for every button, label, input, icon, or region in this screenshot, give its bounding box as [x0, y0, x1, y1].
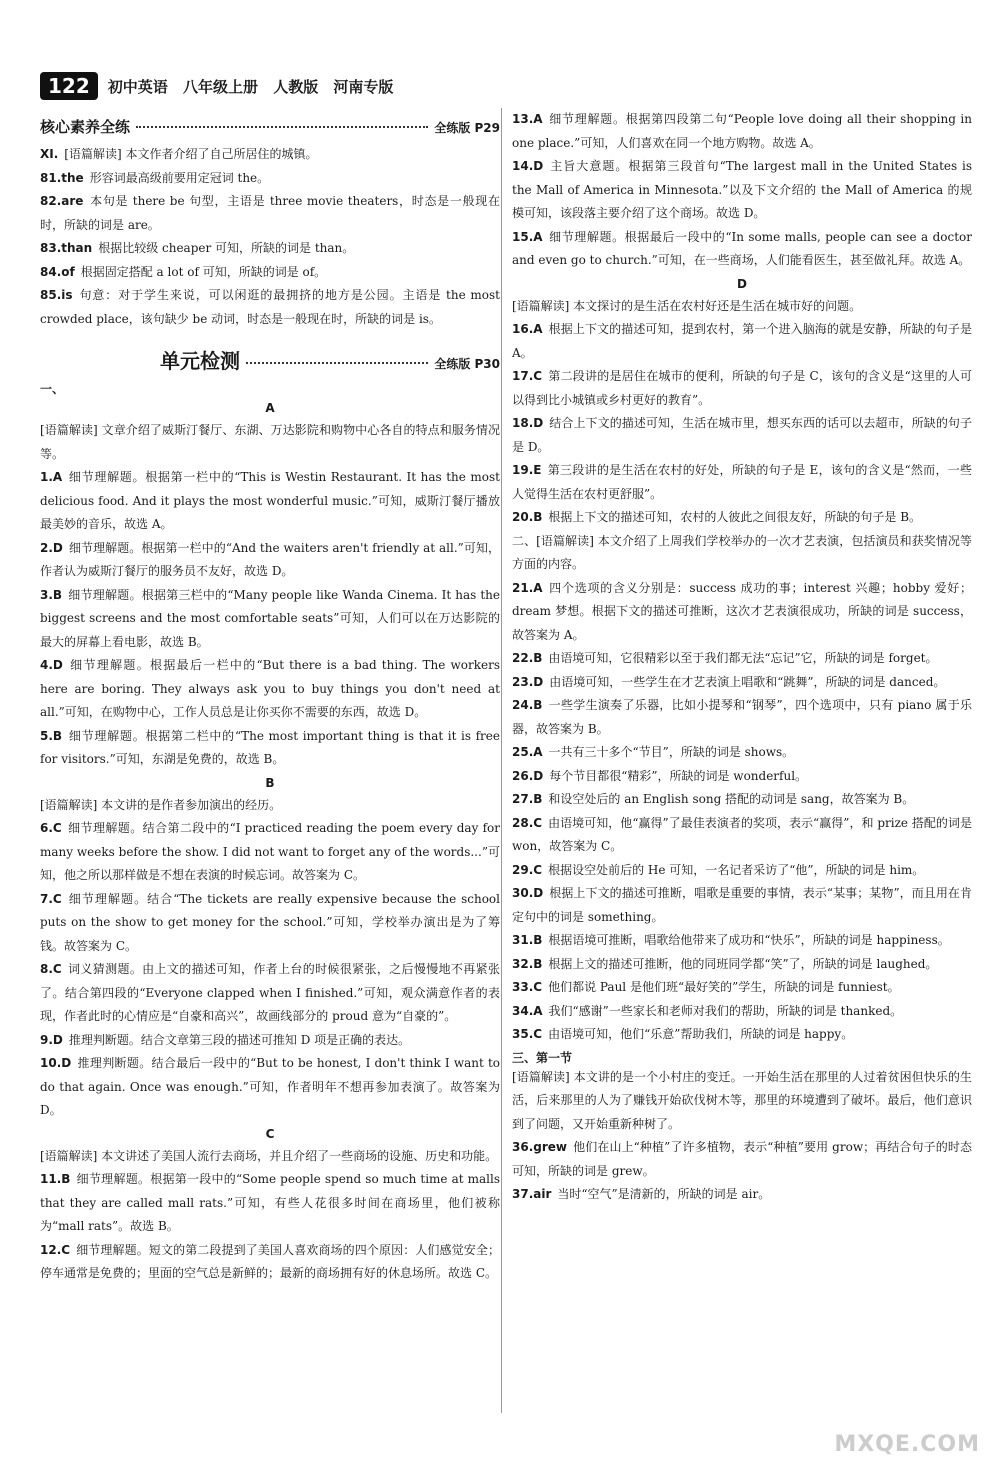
answer-item — [512, 318, 972, 365]
part3-heading: 三、第一节 — [512, 1050, 573, 1065]
answer-text: 词义猜测题。由上文的描述可知，作者上台的时候很紧张，之后慢慢地不再紧张了。结合第四段的“Everyone clapped when I finished.”可知，观众满意作者的表现，作者此时的心情应是“自豪和高兴”，故画线部分的 proud 意为“自豪的”。 — [40, 962, 500, 1023]
answer-text: 本句是 there be 句型，主语是 three movie theaters，时态是一般现在时，所缺的词是 are。 — [40, 194, 500, 232]
answer-item — [512, 365, 972, 412]
answer-text: 根据固定搭配 a lot of 可知，所缺的词是 of。 — [80, 264, 327, 279]
answer-number: 12.C — [40, 1242, 71, 1257]
answer-list-b — [40, 817, 500, 1123]
answer-item — [512, 694, 972, 741]
page-header — [40, 70, 393, 102]
answer-text: 细节理解题。根据第四段第二句“People love doing all their shopping in one place.”可知，人们喜欢在同一个地方购物。故选 A。 — [512, 112, 972, 150]
passage-intro: [语篇解读] 本文讲的是作者参加演出的经历。 — [40, 797, 282, 812]
answer-item — [40, 190, 500, 237]
answer-item — [40, 654, 500, 725]
answer-text: 根据设空处前后的 He 可知，一名记者采访了“他”，所缺的词是 him。 — [548, 862, 925, 877]
answer-number: 37.air — [512, 1187, 552, 1201]
answer-number: 81.the — [40, 170, 84, 185]
answer-item — [512, 882, 972, 929]
answer-item — [40, 261, 500, 285]
answer-item — [512, 812, 972, 859]
answer-text: 细节理解题。根据最后一段中的“In some malls, people can see a doctor and even go to church.”可知，在一些商场，人们能看医生，甚至做礼拜。故选 A。 — [512, 229, 972, 267]
answer-text: 和设空处后的 an English song 搭配的动词是 sang，故答案为 B。 — [548, 792, 915, 806]
answer-text: 结合上下文的描述可知，生活在城市里，想买东西的话可以去超市，所缺的句子是 D。 — [512, 416, 972, 454]
answer-item — [512, 741, 972, 765]
answer-item — [512, 155, 972, 226]
answer-item — [40, 1168, 500, 1239]
answer-number: 9.D — [40, 1032, 63, 1047]
answer-item — [40, 537, 500, 584]
answer-number: 20.B — [512, 510, 543, 524]
part-label: 一、 — [40, 382, 65, 396]
answer-item — [512, 788, 972, 812]
answer-text: [语篇解读] 本文作者介绍了自己所居住的城镇。 — [64, 147, 318, 161]
answer-text: 推理判断题。结合最后一段中的“But to be honest, I don't think I want to do that again. Once was enough.”可知，作者明年不想再参加表演了。故答案为 D。 — [40, 1056, 500, 1117]
core-answer-list — [40, 143, 500, 331]
answer-text: 根据上下文的描述可知，提到农村，第一个进入脑海的就是安静，所缺的句子是 A。 — [512, 322, 972, 360]
answer-text: 细节理解题。根据第三栏中的“Many people like Wanda Cinema. It has the biggest screens and the most comfortable seats”可知，人们可以在万达影院的最大的屏幕上看电影，故选 B。 — [40, 587, 500, 649]
dot-leader — [246, 362, 428, 364]
answer-text: 细节理解题。根据第一栏中的“This is Westin Restaurant. It has the most delicious food. And it plays the most wonderful music.”可知，威斯汀餐厅播放最美妙的音乐，故选 A。 — [40, 470, 500, 531]
passage-intro: [语篇解读] 本文探讨的是生活在农村好还是生活在城市好的问题。 — [512, 298, 862, 313]
answer-item — [40, 237, 500, 261]
answer-number: 25.A — [512, 745, 543, 759]
answer-text: 他们都说 Paul 是他们班“最好笑的”学生，所缺的词是 funniest。 — [548, 980, 900, 994]
answer-item — [40, 1239, 500, 1286]
answer-number: 33.C — [512, 980, 543, 994]
answer-item — [512, 953, 972, 977]
answer-item — [40, 958, 500, 1029]
section-title: 核心素养全练 — [40, 118, 131, 136]
answer-text: 由语境可知，它很精彩以至于我们都无法“忘记”它，所缺的词是 forget。 — [548, 651, 938, 665]
answer-item — [512, 976, 972, 1000]
answer-item — [40, 284, 500, 331]
answer-text: 第二段讲的是居住在城市的便利，所缺的句子是 C，该句的含义是“这里的人可以得到比小城镇或乡村更好的教育”。 — [512, 369, 972, 407]
answer-number: 17.C — [512, 369, 543, 383]
answer-list-c — [40, 1168, 500, 1286]
answer-number: 26.D — [512, 768, 544, 783]
answer-item — [512, 108, 972, 155]
answer-item — [40, 466, 500, 537]
section-unit — [40, 345, 500, 374]
answer-text: 一些学生演奏了乐器，比如小提琴和“钢琴”，四个选项中，只有 piano 属于乐器，故答案为 B。 — [512, 698, 972, 736]
answer-item — [512, 929, 972, 953]
answer-number: 82.are — [40, 194, 84, 208]
answer-number: 18.D — [512, 416, 544, 430]
passage-intro: [语篇解读] 文章介绍了威斯汀餐厅、东湖、万达影院和购物中心各自的特点和服务情况等。 — [40, 423, 500, 461]
passage-label: B — [265, 775, 275, 790]
answer-number: 27.B — [512, 792, 543, 806]
answer-number: 85.is — [40, 288, 73, 302]
answer-text: 细节理解题。根据第一栏中的“And the waiters aren't friendly at all.”可知，作者认为威斯汀餐厅的服务员不友好，故选 D。 — [40, 540, 500, 578]
answer-text: 当时“空气”是清新的，所缺的词是 air。 — [557, 1187, 771, 1201]
answer-text: 一共有三十多个“节目”，所缺的词是 shows。 — [548, 745, 795, 759]
answer-text: 细节理解题。根据第一段中的“Some people spend so much time at malls that they are called mall rats.”可知，有些人花很多时间在商场里，他们被称为“mall rats”。故选 B。 — [40, 1172, 500, 1233]
answer-item — [512, 577, 972, 648]
section-title: 单元检测 — [160, 349, 240, 373]
answer-text: 推理判断题。结合文章第三段的描述可推知 D 项是正确的表达。 — [68, 1032, 411, 1047]
passage-label: A — [265, 401, 275, 415]
column-divider — [501, 108, 502, 1413]
answer-number: 22.B — [512, 651, 543, 665]
answer-number: 8.C — [40, 962, 62, 976]
answer-number: 36.grew — [512, 1140, 567, 1154]
section-ref: 全练版 P29 — [434, 121, 500, 135]
watermark: MXQE.COM — [834, 1432, 980, 1457]
answer-item — [512, 765, 972, 789]
part3-intro: [语篇解读] 本文讲的是一个小村庄的变迁。一开始生活在那里的人过着贫困但快乐的生活，后来那里的人为了赚钱开始砍伐树木等，那里的环境遭到了破坏。最后，他们意识到了问题，又开始重新种树了。 — [512, 1069, 972, 1131]
answer-text: 由语境可知，他“赢得”了最佳表演者的奖项，表示“赢得”，和 prize 搭配的词是 won，故答案为 C。 — [512, 815, 972, 853]
answer-item — [512, 1023, 972, 1047]
answer-text: 细节理解题。结合第二段中的“I practiced reading the poem every day for many weeks before the show. I did not want to forget any of the words...”可知，他之所以那样做是不想在表演的时候忘词。故答案为 C。 — [40, 821, 500, 882]
answer-text: 他们在山上“种植”了许多植物，表示“种植”要用 grow；再结合句子的时态可知，所缺的词是 grew。 — [512, 1140, 972, 1178]
answer-number: 31.B — [512, 933, 543, 947]
answer-text: 第三段讲的是生活在农村的好处，所缺的句子是 E，该句的含义是“然而，一些人觉得生活在农村更舒服”。 — [512, 463, 972, 501]
answer-item — [512, 226, 972, 273]
answer-number: 83.than — [40, 241, 93, 255]
answer-text: 根据比较级 cheaper 可知，所缺的词是 than。 — [98, 241, 355, 255]
left-column — [40, 108, 500, 1286]
answer-item — [512, 412, 972, 459]
answer-list-part2 — [512, 577, 972, 1047]
answer-number: 23.D — [512, 674, 544, 689]
answer-list-part3 — [512, 1136, 972, 1207]
answer-item — [40, 167, 500, 191]
answer-item — [40, 1052, 500, 1123]
answer-number: 7.C — [40, 891, 62, 906]
answer-text: 每个节目都很“精彩”，所缺的词是 wonderful。 — [549, 768, 808, 783]
answer-text: 细节理解题。根据最后一栏中的“But there is a bad thing. The workers here are boring. They always ask you to buy things you don't need at all.”可知，在购物中心，工作人员总是让你买你不需要的东西，故选 D。 — [40, 658, 500, 719]
answer-text: 细节理解题。结合“The tickets are really expensive because the school puts on the show to get money for the school.”可知，学校举办演出是为了筹钱。故答案为 C。 — [40, 891, 500, 953]
answer-item — [40, 584, 500, 655]
answer-number: 13.A — [512, 112, 543, 126]
answer-item — [40, 817, 500, 888]
answer-number: 21.A — [512, 580, 543, 595]
answer-number: 29.C — [512, 862, 543, 877]
answer-text: 句意：对于学生来说，可以闲逛的最拥挤的地方是公园。主语是 the most crowded place，该句缺少 be 动词，时态是一般现在时，所缺的词是 is。 — [40, 288, 500, 326]
answer-text: 根据上下文的描述可知，农村的人彼此之间很友好，所缺的句子是 B。 — [548, 510, 922, 524]
answer-text: 由语境可知，一些学生在才艺表演上唱歌和“跳舞”，所缺的词是 danced。 — [549, 674, 946, 689]
answer-item — [512, 647, 972, 671]
section-ref: 全练版 P30 — [434, 357, 500, 371]
answer-item — [512, 1136, 972, 1183]
section-core — [40, 116, 500, 137]
answer-text: 四个选项的含义分别是：success 成功的事；interest 兴趣；hobby 爱好；dream 梦想。根据下文的描述可推断，这次才艺表演很成功，所缺的词是 success，故答案为 A。 — [512, 580, 972, 642]
answer-item — [40, 888, 500, 959]
answer-number: 84.of — [40, 264, 75, 279]
answer-item — [512, 671, 972, 695]
answer-text: 细节理解题。根据第二栏中的“The most important thing is that it is free for visitors.”可知，东湖是免费的，故选 B。 — [40, 728, 500, 766]
answer-item — [512, 1000, 972, 1024]
answer-list-c-cont — [512, 108, 972, 273]
answer-number: 24.B — [512, 698, 543, 712]
answer-text: 形容词最高级前要用定冠词 the。 — [89, 170, 270, 185]
answer-item — [40, 143, 500, 167]
answer-number: 32.B — [512, 956, 543, 971]
answer-number: 28.C — [512, 815, 543, 830]
answer-number: 30.D — [512, 886, 544, 900]
answer-number: XI. — [40, 147, 59, 161]
answer-item — [40, 725, 500, 772]
answer-list-a — [40, 466, 500, 772]
right-column — [512, 108, 972, 1207]
answer-text: 由语境可知，他们“乐意”帮助我们，所缺的词是 happy。 — [548, 1027, 854, 1041]
answer-number: 6.C — [40, 821, 62, 835]
answer-text: 根据语境可推断，唱歌给他带来了成功和“快乐”，所缺的词是 happiness。 — [548, 933, 950, 947]
answer-number: 19.E — [512, 463, 542, 477]
answer-number: 34.A — [512, 1003, 543, 1018]
answer-number: 16.A — [512, 322, 543, 336]
dot-leader — [136, 126, 428, 128]
answer-number: 2.D — [40, 540, 63, 555]
answer-text: 主旨大意题。根据第三段首句“The largest mall in the United States is the Mall of America in Minnesota.”以及下文介绍的 the Mall of America 的规模可知，该段落主要介绍了这个商场。故选 D。 — [512, 159, 972, 220]
answer-item — [512, 859, 972, 883]
passage-intro: [语篇解读] 本文讲述了美国人流行去商场，并且介绍了一些商场的设施、历史和功能。 — [40, 1148, 498, 1163]
part2-intro: 二、[语篇解读] 本文介绍了上周我们学校举办的一次才艺表演，包括演员和获奖情况等方面的内容。 — [512, 533, 972, 571]
answer-number: 11.B — [40, 1172, 71, 1186]
answer-number: 14.D — [512, 159, 544, 173]
page-number: 122 — [40, 72, 98, 100]
answer-number: 1.A — [40, 470, 63, 484]
book-title: 初中英语 八年级上册 人教版 河南专版 — [107, 77, 394, 96]
answer-number: 5.B — [40, 728, 63, 743]
answer-text: 根据上下文的描述可推断，唱歌是重要的事情，表示“某事；某物”，而且用在肯定句中的词是 something。 — [512, 886, 972, 924]
answer-text: 我们“感谢”一些家长和老师对我们的帮助，所缺的词是 thanked。 — [548, 1003, 903, 1018]
answer-item — [512, 459, 972, 506]
answer-item — [512, 1183, 972, 1207]
answer-item — [512, 506, 972, 530]
answer-number: 3.B — [40, 587, 63, 602]
answer-number: 15.A — [512, 229, 543, 244]
answer-item — [40, 1029, 500, 1053]
answer-number: 10.D — [40, 1056, 72, 1070]
answer-list-d — [512, 318, 972, 530]
answer-text: 根据上文的描述可推断，他的同班同学都“笑”了，所缺的词是 laughed。 — [548, 956, 938, 971]
answer-number: 4.D — [40, 658, 63, 672]
passage-label: C — [265, 1126, 275, 1141]
passage-label: D — [737, 276, 747, 291]
answer-text: 细节理解题。短文的第二段提到了美国人喜欢商场的四个原因：人们感觉安全；停车通常是免费的；里面的空气总是新鲜的；最新的商场拥有好的休息场所。故选 C。 — [40, 1242, 500, 1280]
answer-number: 35.C — [512, 1027, 543, 1041]
